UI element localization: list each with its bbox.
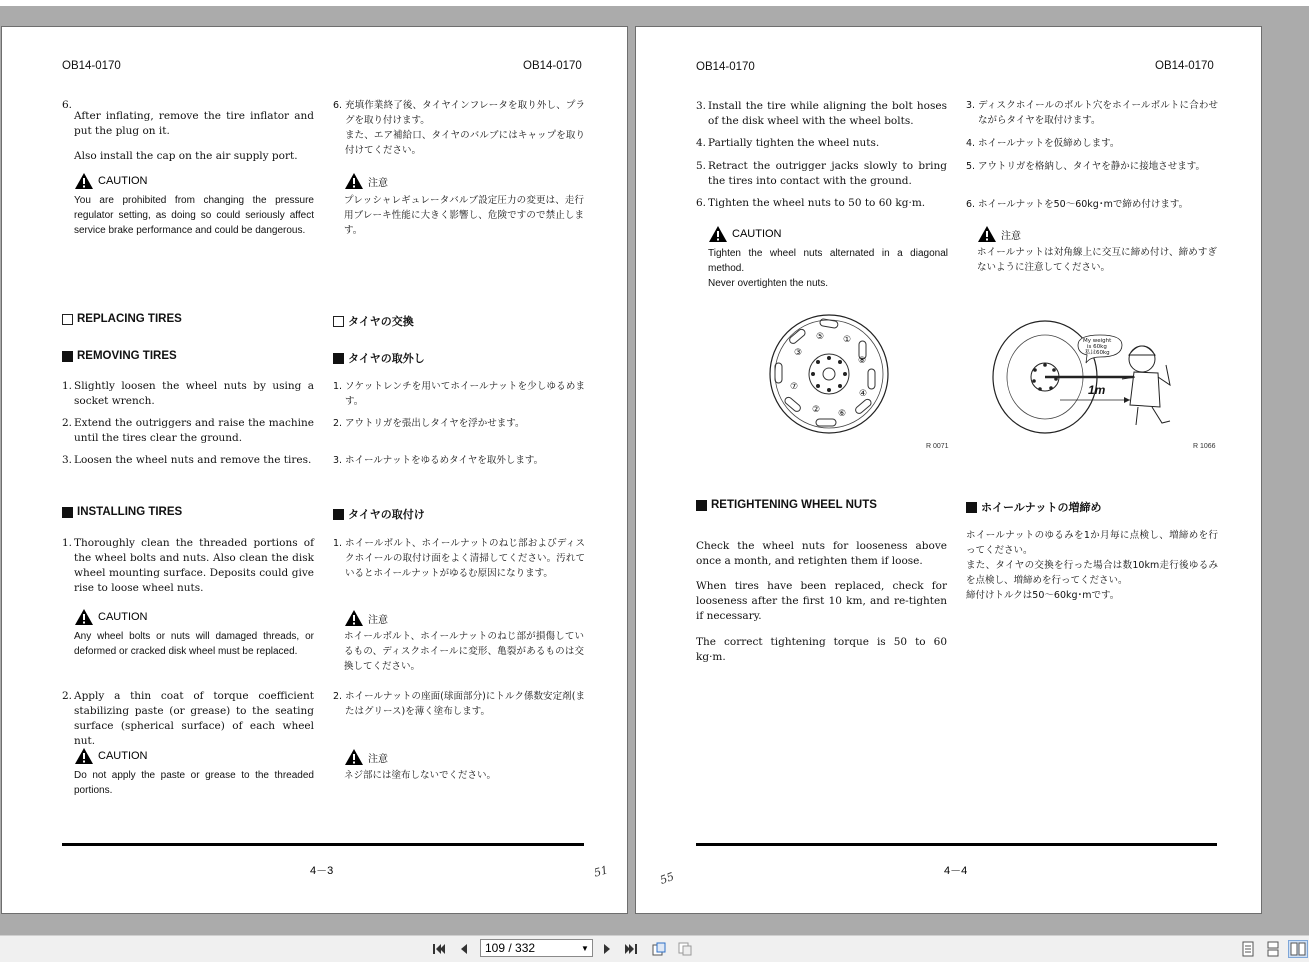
- page-indicator: 109 / 332: [485, 941, 536, 955]
- figure-code: R 0071: [926, 443, 949, 450]
- section-removing-tires-jp: タイヤの取外し: [333, 350, 425, 366]
- nut-label: ⑤: [816, 332, 825, 342]
- caution-text-jp: ホイールナットは対角線上に交互に締め付け、締めすぎないように注意してください。: [977, 247, 1217, 273]
- nut-label: ①: [843, 335, 852, 345]
- retighten-text-jp: ホイールナットのゆるみを1か月毎に点検し、増締めを行ってください。 また、タイヤの交換を行った場合は数10km走行後ゆるみを点検し、増締めを行ってください。 締付けトルクは50～60kg･mです。: [966, 530, 1218, 601]
- removing-steps-jp: 1. ソケットレンチを用いてホイールナットを少しゆるめます。 2. アウトリガを張出しタイヤを浮かせます。 3. ホイールナットをゆるめタイヤを取外します。: [333, 381, 585, 466]
- nut-label: ⑦: [790, 382, 799, 392]
- install-steps-en: 3. Install the tire while aligning the bolt hoses of the disk wheel with the wheel bolts. 4. Partially tighten the wheel nuts. 5. Retract the outrigger jacks slowly to bring the tires into contact with the ground. 6. Tighten the wheel nuts to 50 to 60 kg·m.: [696, 100, 947, 209]
- filled-square-icon: [966, 502, 977, 513]
- filled-square-icon: [696, 500, 707, 511]
- nut-label: ③: [794, 348, 803, 358]
- page-number-select[interactable]: [480, 939, 593, 957]
- rotate-alt-button[interactable]: [676, 940, 694, 958]
- caution-heading: CAUTION: [74, 747, 148, 765]
- caution-text-jp: ホイールボルト、ホイールナットのねじ部が損傷しているもの、ディスクホイールに変形、亀裂があるものは交換してください。: [344, 631, 584, 672]
- first-page-icon: [431, 942, 447, 956]
- rotate-icon: [651, 941, 667, 957]
- install-step-1-jp: 1. ホイールボルト、ホイールナットのねじ部およびディスクホイールの取付け面をよく清掃してください。汚れているとホイールナットがゆるむ原因になります。: [333, 538, 585, 579]
- torque-worker-figure: [990, 315, 1180, 437]
- doc-header-left: OB14-0170: [62, 60, 121, 72]
- warning-icon: [74, 608, 94, 626]
- step-6-jp: 6. 充填作業終了後、タイヤインフレータを取り外し、プラグを取り付けます。 また、エア補給口、タイヤのバルブにはキャップを取り付けてください。: [333, 100, 585, 156]
- nut-label: ⑧: [858, 356, 867, 366]
- caution-text: You are prohibited from changing the pressure regulator setting, as doing so could seriously affect service brake performance and could be dangerous.: [74, 195, 314, 236]
- caution-text-jp: プレッシャレギュレータバルブ設定圧力の変更は、走行用ブレーキ性能に大きく影響し、危険ですので禁止します。: [344, 195, 584, 236]
- rotate-button[interactable]: [650, 940, 668, 958]
- next-page-icon: [600, 942, 614, 956]
- section-replacing-tires: REPLACING TIRES: [62, 313, 182, 325]
- page-number: 4－4: [944, 865, 968, 877]
- handwritten-mark: 55: [658, 869, 676, 888]
- warning-icon: [344, 172, 364, 190]
- section-replacing-tires-jp: タイヤの交換: [333, 313, 414, 329]
- retighten-text-en: Check the wheel nuts for looseness above once a month, and retighten them if loose. When tires have been replaced, check for looseness after the first 10 km, and re-tighten if necessary. The correct tightening torque is 50 to 60 kg·m.: [696, 539, 947, 663]
- document-page-right: [636, 27, 1261, 913]
- top-strip: [0, 0, 1309, 6]
- last-page-button[interactable]: [622, 940, 640, 958]
- caution-heading: CAUTION: [708, 225, 782, 243]
- continuous-view-icon: [1267, 941, 1279, 957]
- warning-icon: [708, 225, 728, 243]
- distance-label: 1m: [1088, 383, 1106, 397]
- filled-square-icon: [62, 507, 73, 518]
- single-page-view-icon: [1242, 941, 1254, 957]
- footer-rule: [62, 843, 584, 846]
- single-page-view-button[interactable]: [1240, 940, 1256, 958]
- last-page-icon: [623, 942, 639, 956]
- checkbox-square-icon: [333, 316, 344, 327]
- footer-rule: [696, 843, 1217, 846]
- section-retightening-wheel-nuts: RETIGHTENING WHEEL NUTS: [696, 499, 877, 511]
- wheel-nut-order-figure: [766, 311, 892, 437]
- section-installing-tires: INSTALLING TIRES: [62, 506, 182, 518]
- doc-header-right: OB14-0170: [523, 60, 582, 72]
- nut-label: ②: [812, 405, 821, 415]
- warning-icon: [977, 225, 997, 243]
- prev-page-icon: [457, 942, 471, 956]
- handwritten-mark: 51: [592, 863, 610, 880]
- nut-label: ④: [859, 389, 868, 399]
- two-page-view-icon: [1290, 942, 1306, 956]
- install-steps-jp: 3. ディスクホイールのボルト穴をホイールボルトに合わせながらタイヤを取付けます。 4. ホイールナットを仮締めします。 5. アウトリガを格納し、タイヤを静かに接地させます。 6. ホイールナットを50～60kg･mで締め付けます。: [966, 100, 1218, 210]
- document-page-left: [2, 27, 627, 913]
- warning-icon: [74, 172, 94, 190]
- warning-icon: [74, 747, 94, 765]
- filled-square-icon: [333, 353, 344, 364]
- caution-heading-jp: 注意: [344, 748, 388, 766]
- caution-heading-jp: 注意: [344, 172, 388, 190]
- two-page-view-button[interactable]: [1288, 940, 1308, 958]
- caution-text: Do not apply the paste or grease to the threaded portions.: [74, 770, 314, 796]
- viewer-toolbar: [0, 935, 1309, 962]
- removing-steps-en: 1. Slightly loosen the wheel nuts by using a socket wrench. 2. Extend the outriggers and raise the machine until the tires clear the ground. 3. Loosen the wheel nuts and remove the tires.: [62, 380, 314, 466]
- filled-square-icon: [333, 509, 344, 520]
- caution-text: Tighten the wheel nuts alternated in a diagonal method. Never overtighten the nuts.: [708, 248, 948, 289]
- continuous-view-button[interactable]: [1265, 940, 1281, 958]
- install-step-1-en: 1. Thoroughly clean the threaded portions of the wheel bolts and nuts. Also clean the disk wheel mounting surface. Deposits could give rise to loose wheel nuts.: [62, 537, 314, 594]
- nut-label: ⑥: [838, 409, 847, 419]
- speech-bubble-line: 私は60kg: [1085, 350, 1110, 356]
- doc-header-right: OB14-0170: [1155, 60, 1214, 72]
- section-installing-tires-jp: タイヤの取付け: [333, 506, 425, 522]
- figure-code: R 1066: [1193, 443, 1216, 450]
- install-step-2-jp: 2. ホイールナットの座面(球面部分)にトルク係数安定剤(またはグリース)を薄く塗布します。: [333, 691, 585, 717]
- speech-bubble-line: My weight: [1083, 338, 1112, 344]
- first-page-button[interactable]: [430, 940, 448, 958]
- page-number: 4－3: [310, 865, 334, 877]
- doc-header-left: OB14-0170: [696, 61, 755, 73]
- speech-bubble-line: is 60kg: [1087, 344, 1107, 350]
- warning-icon: [344, 748, 364, 766]
- caution-heading-jp: 注意: [344, 609, 388, 627]
- caution-text-jp: ネジ部には塗布しないでください。: [344, 770, 497, 781]
- caution-text: Any wheel bolts or nuts will damaged threads, or deformed or cracked disk wheel must be replaced.: [74, 631, 314, 657]
- caution-heading: CAUTION: [74, 608, 148, 626]
- next-page-button[interactable]: [598, 940, 616, 958]
- warning-icon: [344, 609, 364, 627]
- caution-heading: CAUTION: [74, 172, 148, 190]
- checkbox-square-icon: [62, 314, 73, 325]
- step-6-en: 6. After inflating, remove the tire inflator and put the plug on it. Also install the cap on the air supply port.: [62, 99, 314, 162]
- filled-square-icon: [62, 351, 73, 362]
- rotate-alt-icon: [677, 941, 693, 957]
- section-removing-tires: REMOVING TIRES: [62, 350, 177, 362]
- caution-heading-jp: 注意: [977, 225, 1021, 243]
- section-retightening-wheel-nuts-jp: ホイールナットの増締め: [966, 499, 1102, 515]
- install-step-2-en: 2. Apply a thin coat of torque coefficient stabilizing paste (or grease) to the seating surface (spherical surface) of each wheel nut.: [62, 690, 314, 747]
- prev-page-button[interactable]: [455, 940, 473, 958]
- chevron-down-icon: ▼: [581, 943, 589, 953]
